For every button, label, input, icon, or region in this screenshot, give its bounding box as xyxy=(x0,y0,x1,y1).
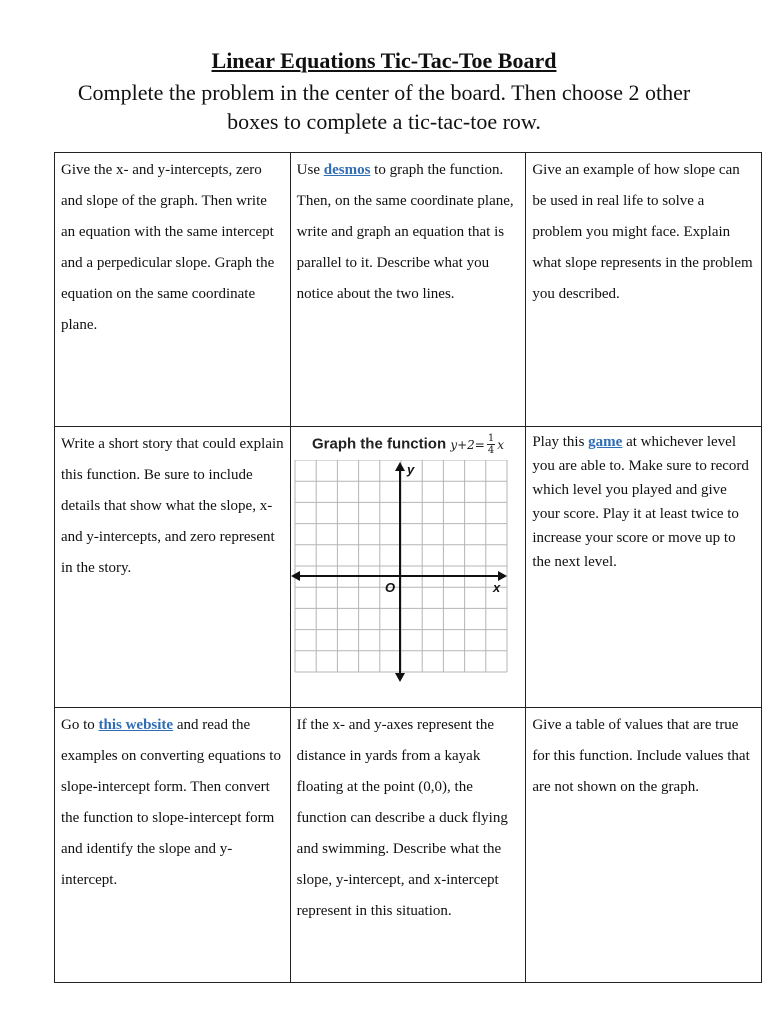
coordinate-grid[interactable] xyxy=(291,460,531,684)
desmos-link[interactable]: desmos xyxy=(323,162,371,178)
y-axis-arrow-down xyxy=(395,673,405,682)
fraction-numerator: 1 xyxy=(487,433,495,444)
cell-text: Play this xyxy=(532,434,589,450)
graph-prompt xyxy=(291,433,526,456)
cell-kayak-duck xyxy=(290,708,526,983)
page-title: Linear Equations Tic-Tac-Toe Board xyxy=(211,48,557,73)
cell-intercepts-slope xyxy=(55,153,291,427)
tic-tac-toe-board xyxy=(54,152,762,983)
equation xyxy=(450,433,504,456)
instructions: Complete the problem in the center of the board. Then choose 2 other boxes to complete a tic-tac-toe row. xyxy=(77,80,691,134)
equation-variable: x xyxy=(497,437,504,452)
fraction xyxy=(487,433,495,456)
cell-text: If the x- and y-axes represent the distance in yards from a kayak floating at the point (0,0), the function can describe a duck flying and swimming. Describe what the slope, y-intercept, and x-intercept represent in this situation. xyxy=(296,717,508,919)
axes xyxy=(291,462,507,682)
cell-text: at whichever level you are able to. Make sure to record which level you played and give your score. Play it at least twice to increase your score or move up to the next level. xyxy=(532,434,749,570)
game-link[interactable]: game xyxy=(588,434,623,450)
y-axis-arrow-up xyxy=(395,462,405,471)
origin-label: O xyxy=(384,580,395,595)
cell-text: Write a short story that could explain this function. Be sure to include details that show what the slope, x- and y-intercepts, and zero represent in the story. xyxy=(61,436,284,576)
equation-left: y+2= xyxy=(450,437,485,452)
cell-short-story xyxy=(55,427,291,708)
cell-graph-function xyxy=(290,427,526,708)
cell-website xyxy=(55,708,291,983)
cell-text: to graph the function. Then, on the same coordinate plane, write and graph an equation that is parallel to it. Describe what you notice about the two lines. xyxy=(296,162,514,302)
cell-text: and read the examples on converting equations to slope-intercept form. Then convert the function to slope-intercept form and identify the slope and y-intercept. xyxy=(61,717,281,888)
cell-text: Use xyxy=(296,162,324,178)
fraction-denominator: 4 xyxy=(487,445,495,456)
cell-real-life-slope xyxy=(526,153,762,427)
cell-text: Go to xyxy=(61,717,99,733)
cell-text: Give a table of values that are true for this function. Include values that are not shown on the graph. xyxy=(532,717,750,795)
cell-desmos xyxy=(290,153,526,427)
y-axis-label: y xyxy=(406,462,414,477)
cell-text: Give the x- and y-intercepts, zero and slope of the graph. Then write an equation with the same intercept and a perpedicular slope. Graph the equation on the same coordinate plane. xyxy=(61,162,275,333)
website-link[interactable]: this website xyxy=(98,717,174,733)
cell-text: Give an example of how slope can be used in real life to solve a problem you might face. Explain what slope represents in the problem you described. xyxy=(532,162,753,302)
graph-label: Graph the function xyxy=(311,435,447,453)
cell-table-of-values xyxy=(526,708,762,983)
x-axis-label: x xyxy=(492,580,500,595)
cell-play-game xyxy=(526,427,762,708)
